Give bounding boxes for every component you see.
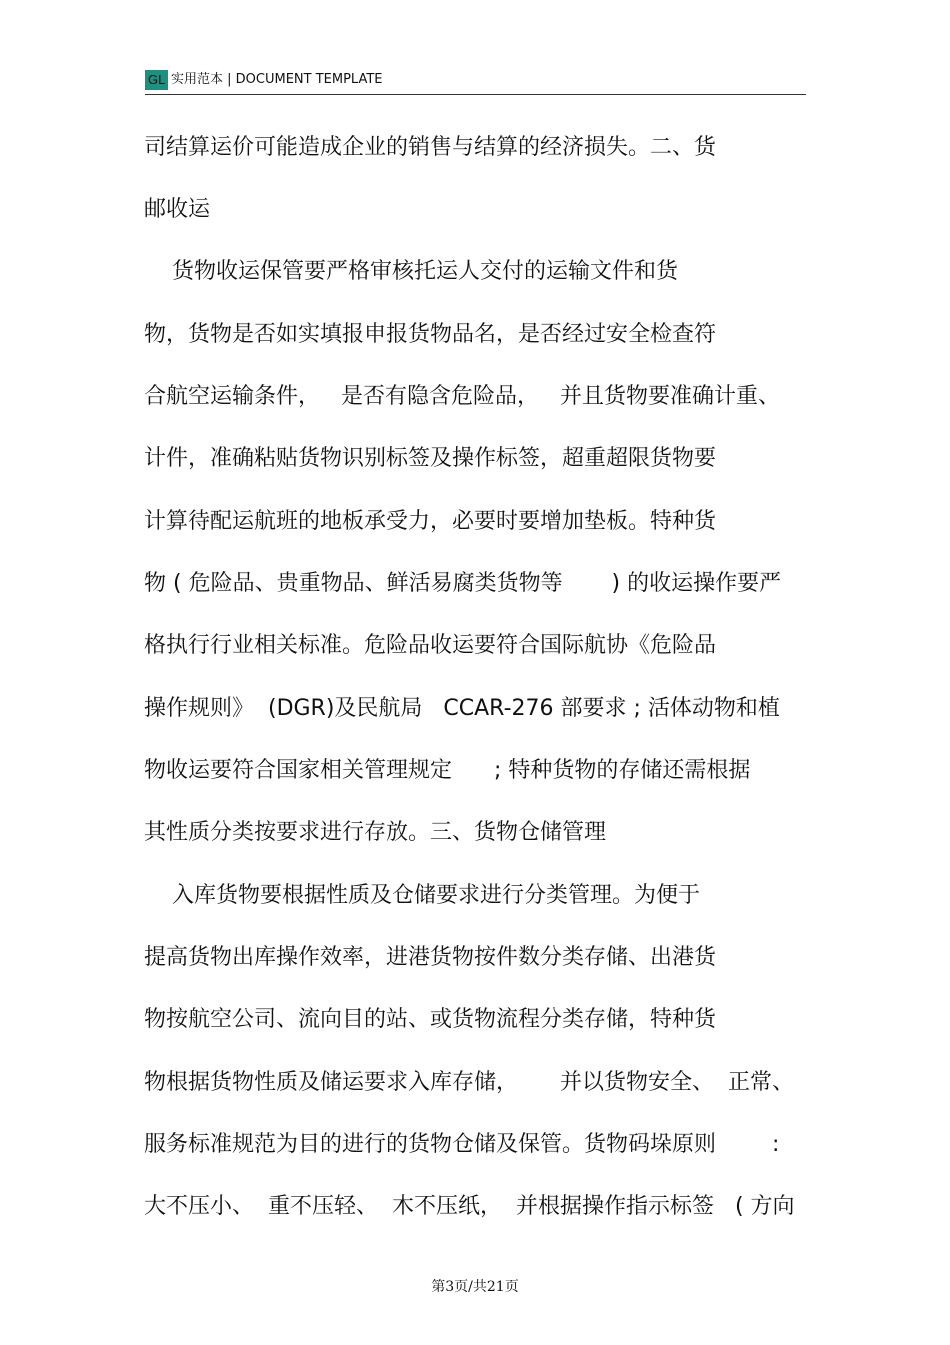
text-line: 物，货物是否如实填报申报货物品名，是否经过安全检查符 — [144, 322, 717, 347]
text-line: 计算待配运航班的地板承受力，必要时要增加垫板。特种货 — [144, 509, 717, 534]
logo: GL — [145, 70, 168, 90]
text-line: 提高货物出库操作效率，进港货物按件数分类存储、出港货 — [144, 945, 717, 970]
text-line: 格执行行业相关标准。危险品收运要符合国际航协《危险品 — [144, 633, 717, 658]
text-line: 物根据货物性质及储运要求入库存储， 并以货物安全、 正常、 — [144, 1070, 794, 1095]
text-line: 操作规则》 (DGR)及民航局 CCAR-276 部要求 ; 活体动物和植 — [144, 696, 780, 721]
text-line: 货物收运保管要严格审核托运人交付的运输文件和货 — [144, 259, 678, 284]
header-title: 实用范本 | DOCUMENT TEMPLATE — [171, 72, 383, 87]
text-line: 其性质分类按要求进行存放。三、货物仓储管理 — [144, 820, 607, 845]
text-line: 计件，准确粘贴货物识别标签及操作标签，超重超限货物要 — [144, 446, 717, 471]
text-line: 入库货物要根据性质及仓储要求进行分类管理。为便于 — [144, 883, 700, 908]
page-header — [145, 66, 806, 95]
page-number: 第3页/共21页 — [431, 1279, 519, 1295]
text-line: 大不压小、 重不压轻、 木不压纸， 并根据操作指示标签 ( 方向 — [144, 1194, 795, 1219]
text-line: 物按航空公司、流向目的站、或货物流程分类存储，特种货 — [144, 1007, 717, 1032]
text-line: 服务标准规范为目的进行的货物仓储及保管。货物码垛原则 : — [144, 1132, 780, 1157]
text-line: 司结算运价可能造成企业的销售与结算的经济损失。二、货 — [144, 135, 717, 160]
text-line: 合航空运输条件， 是否有隐含危险品， 并且货物要准确计重、 — [144, 384, 780, 409]
text-line: 物收运要符合国家相关管理规定 ; 特种货物的存储还需根据 — [144, 758, 751, 783]
text-line: 物 ( 危险品、贵重物品、鲜活易腐类货物等 ) 的收运操作要严 — [144, 571, 782, 596]
text-line: 邮收运 — [144, 197, 211, 222]
